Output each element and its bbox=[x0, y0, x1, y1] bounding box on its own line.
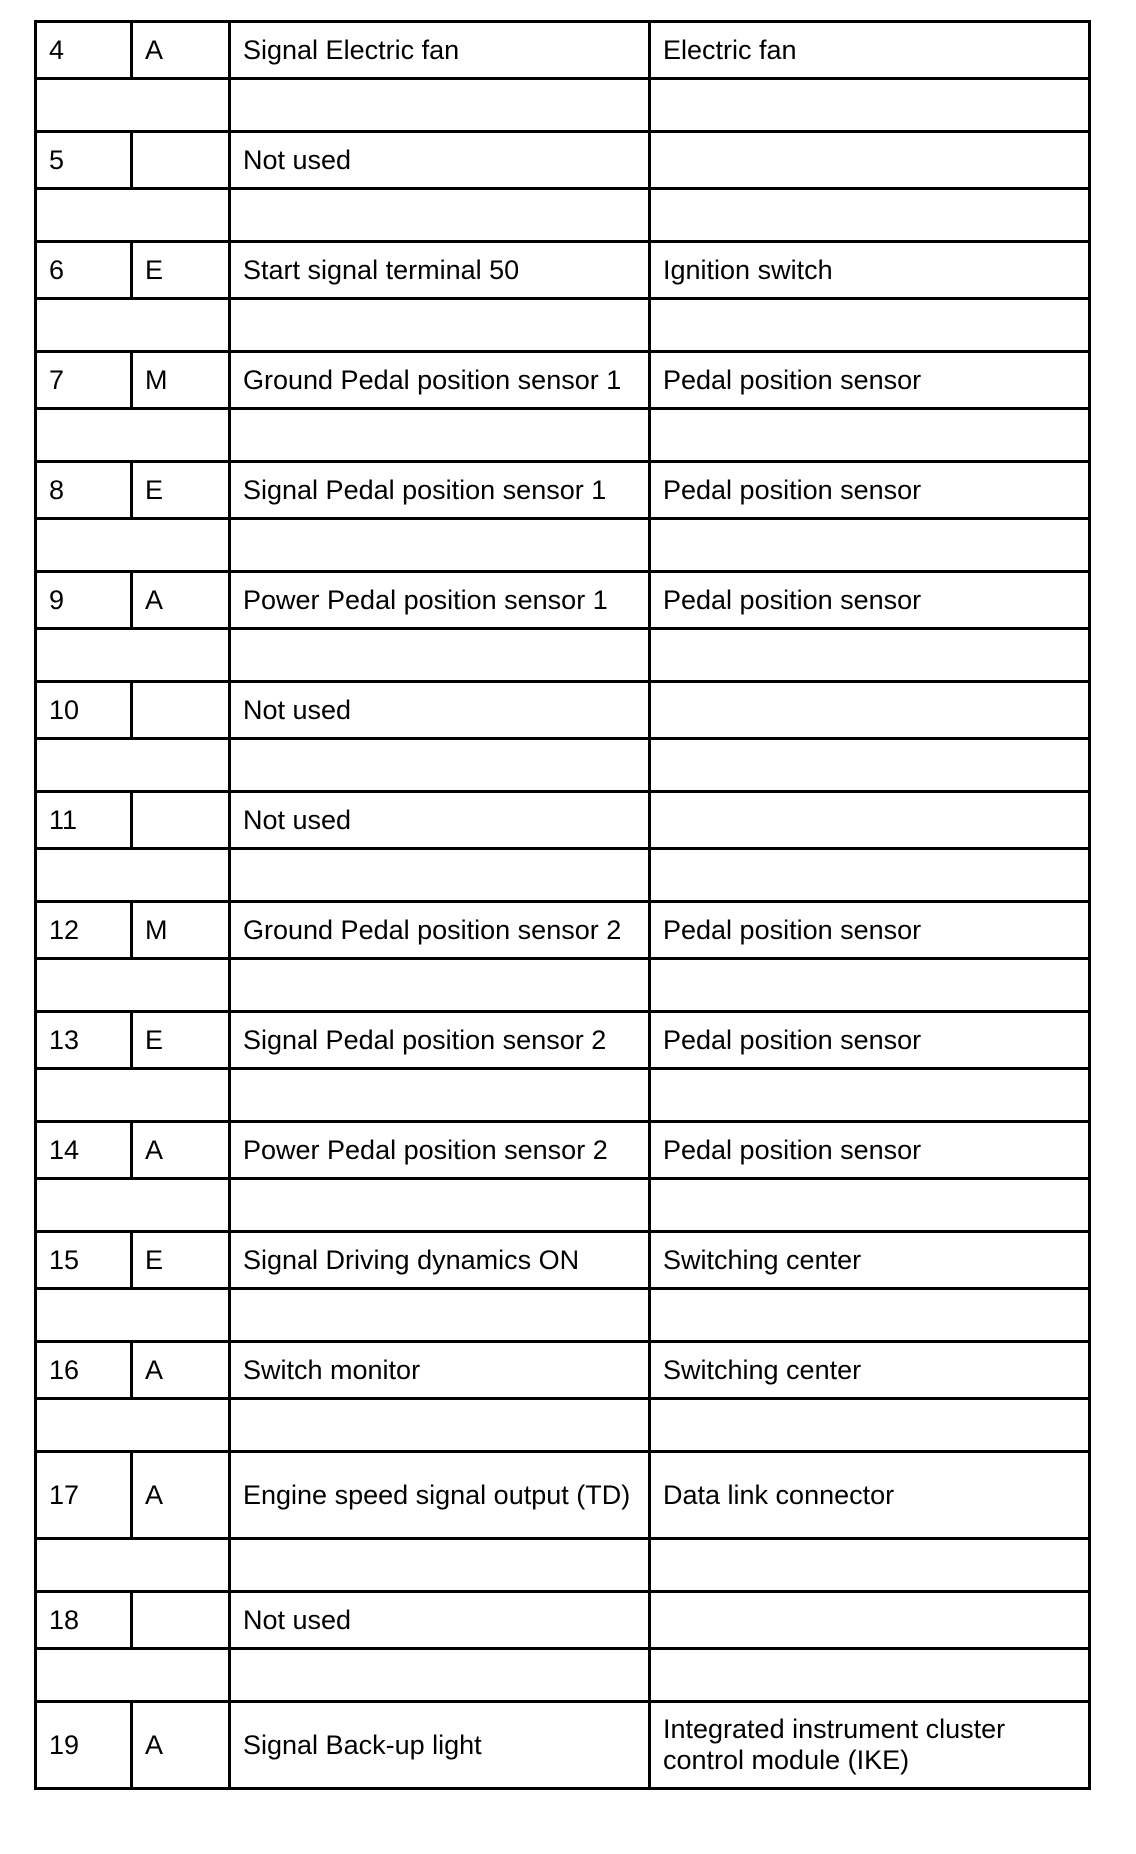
component-cell: Pedal position sensor bbox=[650, 1012, 1090, 1069]
spacer-row bbox=[36, 849, 1090, 902]
blank-cell bbox=[36, 189, 230, 242]
description-cell: Not used bbox=[230, 1592, 650, 1649]
description-cell: Signal Back-up light bbox=[230, 1702, 650, 1789]
blank-cell bbox=[36, 1399, 230, 1452]
blank-cell bbox=[650, 1399, 1090, 1452]
spacer-row bbox=[36, 519, 1090, 572]
blank-cell bbox=[36, 519, 230, 572]
blank-cell bbox=[36, 299, 230, 352]
blank-cell bbox=[36, 409, 230, 462]
signal-type-cell: M bbox=[132, 352, 230, 409]
description-cell: Ground Pedal position sensor 1 bbox=[230, 352, 650, 409]
signal-type-cell: A bbox=[132, 1702, 230, 1789]
spacer-row bbox=[36, 1539, 1090, 1592]
blank-cell bbox=[230, 1069, 650, 1122]
blank-cell bbox=[36, 1649, 230, 1702]
blank-cell bbox=[650, 629, 1090, 682]
description-cell: Engine speed signal output (TD) bbox=[230, 1452, 650, 1539]
component-cell: Switching center bbox=[650, 1232, 1090, 1289]
component-cell: Pedal position sensor bbox=[650, 352, 1090, 409]
spacer-row bbox=[36, 1649, 1090, 1702]
blank-cell bbox=[650, 1289, 1090, 1342]
blank-cell bbox=[230, 519, 650, 572]
pin-cell: 9 bbox=[36, 572, 132, 629]
component-cell bbox=[650, 132, 1090, 189]
blank-cell bbox=[230, 1179, 650, 1232]
table-row bbox=[36, 132, 1090, 189]
table-row bbox=[36, 1452, 1090, 1539]
signal-type-cell: A bbox=[132, 1342, 230, 1399]
blank-cell bbox=[230, 1539, 650, 1592]
blank-cell bbox=[650, 1179, 1090, 1232]
component-cell: Electric fan bbox=[650, 22, 1090, 79]
spacer-row bbox=[36, 959, 1090, 1012]
spacer-row bbox=[36, 739, 1090, 792]
pin-cell: 15 bbox=[36, 1232, 132, 1289]
component-cell: Data link connector bbox=[650, 1452, 1090, 1539]
blank-cell bbox=[230, 959, 650, 1012]
signal-type-cell: A bbox=[132, 1452, 230, 1539]
pin-table-body bbox=[36, 22, 1090, 1789]
blank-cell bbox=[650, 409, 1090, 462]
blank-cell bbox=[230, 1649, 650, 1702]
blank-cell bbox=[230, 739, 650, 792]
component-cell: Pedal position sensor bbox=[650, 462, 1090, 519]
table-row bbox=[36, 1702, 1090, 1789]
description-cell: Not used bbox=[230, 132, 650, 189]
blank-cell bbox=[230, 409, 650, 462]
signal-type-cell bbox=[132, 1592, 230, 1649]
pin-cell: 19 bbox=[36, 1702, 132, 1789]
component-cell bbox=[650, 682, 1090, 739]
blank-cell bbox=[36, 1179, 230, 1232]
pin-cell: 17 bbox=[36, 1452, 132, 1539]
signal-type-cell: A bbox=[132, 1122, 230, 1179]
table-row bbox=[36, 1012, 1090, 1069]
table-row bbox=[36, 1342, 1090, 1399]
table-row bbox=[36, 792, 1090, 849]
description-cell: Not used bbox=[230, 682, 650, 739]
spacer-row bbox=[36, 189, 1090, 242]
table-row bbox=[36, 1232, 1090, 1289]
description-cell: Not used bbox=[230, 792, 650, 849]
blank-cell bbox=[36, 1069, 230, 1122]
blank-cell bbox=[230, 79, 650, 132]
pin-cell: 5 bbox=[36, 132, 132, 189]
pin-cell: 13 bbox=[36, 1012, 132, 1069]
signal-type-cell: M bbox=[132, 902, 230, 959]
description-cell: Power Pedal position sensor 1 bbox=[230, 572, 650, 629]
spacer-row bbox=[36, 1399, 1090, 1452]
blank-cell bbox=[230, 629, 650, 682]
description-cell: Switch monitor bbox=[230, 1342, 650, 1399]
table-row bbox=[36, 682, 1090, 739]
description-cell: Start signal terminal 50 bbox=[230, 242, 650, 299]
blank-cell bbox=[36, 739, 230, 792]
table-row bbox=[36, 242, 1090, 299]
component-cell: Pedal position sensor bbox=[650, 902, 1090, 959]
blank-cell bbox=[650, 739, 1090, 792]
component-cell: Pedal position sensor bbox=[650, 572, 1090, 629]
blank-cell bbox=[650, 299, 1090, 352]
blank-cell bbox=[650, 1539, 1090, 1592]
table-row bbox=[36, 1122, 1090, 1179]
spacer-row bbox=[36, 409, 1090, 462]
blank-cell bbox=[650, 1649, 1090, 1702]
description-cell: Signal Driving dynamics ON bbox=[230, 1232, 650, 1289]
spacer-row bbox=[36, 299, 1090, 352]
component-cell: Ignition switch bbox=[650, 242, 1090, 299]
blank-cell bbox=[230, 1399, 650, 1452]
signal-type-cell: A bbox=[132, 22, 230, 79]
blank-cell bbox=[650, 79, 1090, 132]
description-cell: Signal Pedal position sensor 1 bbox=[230, 462, 650, 519]
table-row bbox=[36, 462, 1090, 519]
pin-cell: 7 bbox=[36, 352, 132, 409]
blank-cell bbox=[36, 1289, 230, 1342]
pin-cell: 6 bbox=[36, 242, 132, 299]
signal-type-cell: E bbox=[132, 242, 230, 299]
spacer-row bbox=[36, 79, 1090, 132]
description-cell: Signal Pedal position sensor 2 bbox=[230, 1012, 650, 1069]
blank-cell bbox=[230, 1289, 650, 1342]
blank-cell bbox=[650, 519, 1090, 572]
blank-cell bbox=[230, 299, 650, 352]
pin-cell: 16 bbox=[36, 1342, 132, 1399]
pin-assignment-table bbox=[34, 20, 1091, 1790]
blank-cell bbox=[36, 1539, 230, 1592]
description-cell: Ground Pedal position sensor 2 bbox=[230, 902, 650, 959]
component-cell bbox=[650, 792, 1090, 849]
table-row bbox=[36, 902, 1090, 959]
component-cell: Integrated instrument cluster control module (IKE) bbox=[650, 1702, 1090, 1789]
table-row bbox=[36, 22, 1090, 79]
component-cell bbox=[650, 1592, 1090, 1649]
pin-cell: 12 bbox=[36, 902, 132, 959]
table-row bbox=[36, 352, 1090, 409]
pin-cell: 4 bbox=[36, 22, 132, 79]
spacer-row bbox=[36, 1069, 1090, 1122]
blank-cell bbox=[230, 849, 650, 902]
blank-cell bbox=[36, 849, 230, 902]
blank-cell bbox=[650, 849, 1090, 902]
component-cell: Switching center bbox=[650, 1342, 1090, 1399]
spacer-row bbox=[36, 1179, 1090, 1232]
pin-cell: 8 bbox=[36, 462, 132, 519]
blank-cell bbox=[230, 189, 650, 242]
blank-cell bbox=[650, 189, 1090, 242]
blank-cell bbox=[650, 1069, 1090, 1122]
blank-cell bbox=[36, 629, 230, 682]
spacer-row bbox=[36, 1289, 1090, 1342]
signal-type-cell bbox=[132, 682, 230, 739]
blank-cell bbox=[650, 959, 1090, 1012]
signal-type-cell: E bbox=[132, 1232, 230, 1289]
component-cell: Pedal position sensor bbox=[650, 1122, 1090, 1179]
blank-cell bbox=[36, 959, 230, 1012]
signal-type-cell bbox=[132, 132, 230, 189]
signal-type-cell bbox=[132, 792, 230, 849]
signal-type-cell: E bbox=[132, 1012, 230, 1069]
pin-cell: 14 bbox=[36, 1122, 132, 1179]
table-row bbox=[36, 1592, 1090, 1649]
description-cell: Power Pedal position sensor 2 bbox=[230, 1122, 650, 1179]
pin-cell: 10 bbox=[36, 682, 132, 739]
description-cell: Signal Electric fan bbox=[230, 22, 650, 79]
signal-type-cell: E bbox=[132, 462, 230, 519]
spacer-row bbox=[36, 629, 1090, 682]
blank-cell bbox=[36, 79, 230, 132]
pin-cell: 18 bbox=[36, 1592, 132, 1649]
pin-cell: 11 bbox=[36, 792, 132, 849]
signal-type-cell: A bbox=[132, 572, 230, 629]
table-row bbox=[36, 572, 1090, 629]
